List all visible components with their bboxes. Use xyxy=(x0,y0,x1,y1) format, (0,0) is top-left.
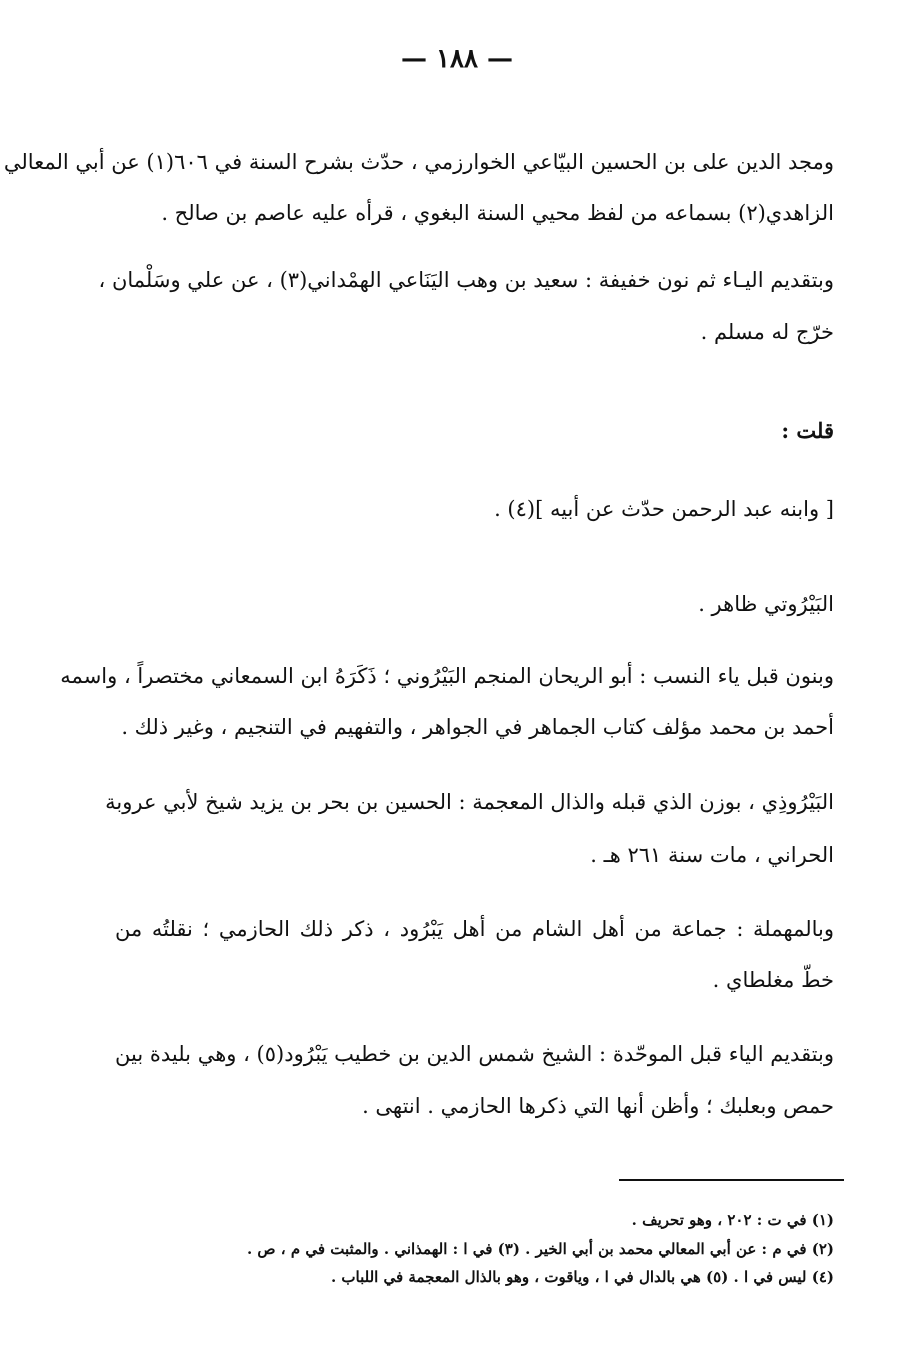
text-line: البَيْرُوتي ظاهر . xyxy=(698,592,834,616)
text-line: خطّ مغلطاي . xyxy=(712,968,834,992)
text-line: البَيْرُوذِي ، بوزن الذي قبله والذال المعجمة : الحسين بن بحر بن يزيد شيخ لأبي عروبة xyxy=(105,790,834,814)
text-line: الحراني ، مات سنة ٢٦١ هـ . xyxy=(590,843,834,867)
text-line: الزاهدي(٢) بسماعه من لفظ محيي السنة البغوي ، قرأه عليه عاصم بن صالح . xyxy=(161,201,834,225)
footnote: (٢) في م : عن أبي المعالي محمد بن أبي الخير . (٣) في ا : الهمذاني . والمثبت في م ، ص . xyxy=(246,1240,834,1258)
footnote: (١) في ت : ٢٠٢ ، وهو تحريف . xyxy=(631,1211,834,1229)
footnote: (٤) ليس في ا . (٥) هي بالدال في ا ، وياقوت ، وهو بالذال المعجمة في اللباب . xyxy=(330,1268,834,1286)
footnote-divider xyxy=(619,1179,844,1181)
page-number: — ١٨٨ — xyxy=(400,44,514,74)
text-line: حمص وبعلبك ؛ وأظن أنها التي ذكرها الحازمي . انتهى . xyxy=(362,1094,834,1118)
text-line: خرّج له مسلم . xyxy=(700,320,834,344)
text-line: وبتقديم اليـاء ثم نون خفيفة : سعيد بن وهب اليَنَاعي الهمْداني(٣) ، عن علي وسَلْمان ، xyxy=(98,268,834,292)
text-line: وبتقديم الياء قبل الموحّدة : الشيخ شمس الدين بن خطيب يَبْرُود(٥) ، وهي بليدة بين xyxy=(115,1042,835,1066)
section-heading: قلت : xyxy=(781,418,834,443)
text-line: أحمد بن محمد مؤلف كتاب الجماهر في الجواهر ، والتفهيم في التنجيم ، وغير ذلك . xyxy=(121,715,834,739)
text-line: وبنون قبل ياء النسب : أبو الريحان المنجم البَيْرُوني ؛ ذَكَرَهُ ابن السمعاني مختصراً ، واسمه xyxy=(60,664,834,688)
text-line: [ وابنه عبد الرحمن حدّث عن أبيه ](٤) . xyxy=(494,497,834,521)
text-line: ومجد الدين على بن الحسين البيّاعي الخوارزمي ، حدّث بشرح السنة في ٦٠٦(١) عن أبي المعالي xyxy=(3,150,834,174)
text-line: وبالمهملة : جماعة من أهل الشام من أهل يَبْرُود ، ذكر ذلك الحازمي ؛ نقلتُه من xyxy=(115,917,834,941)
